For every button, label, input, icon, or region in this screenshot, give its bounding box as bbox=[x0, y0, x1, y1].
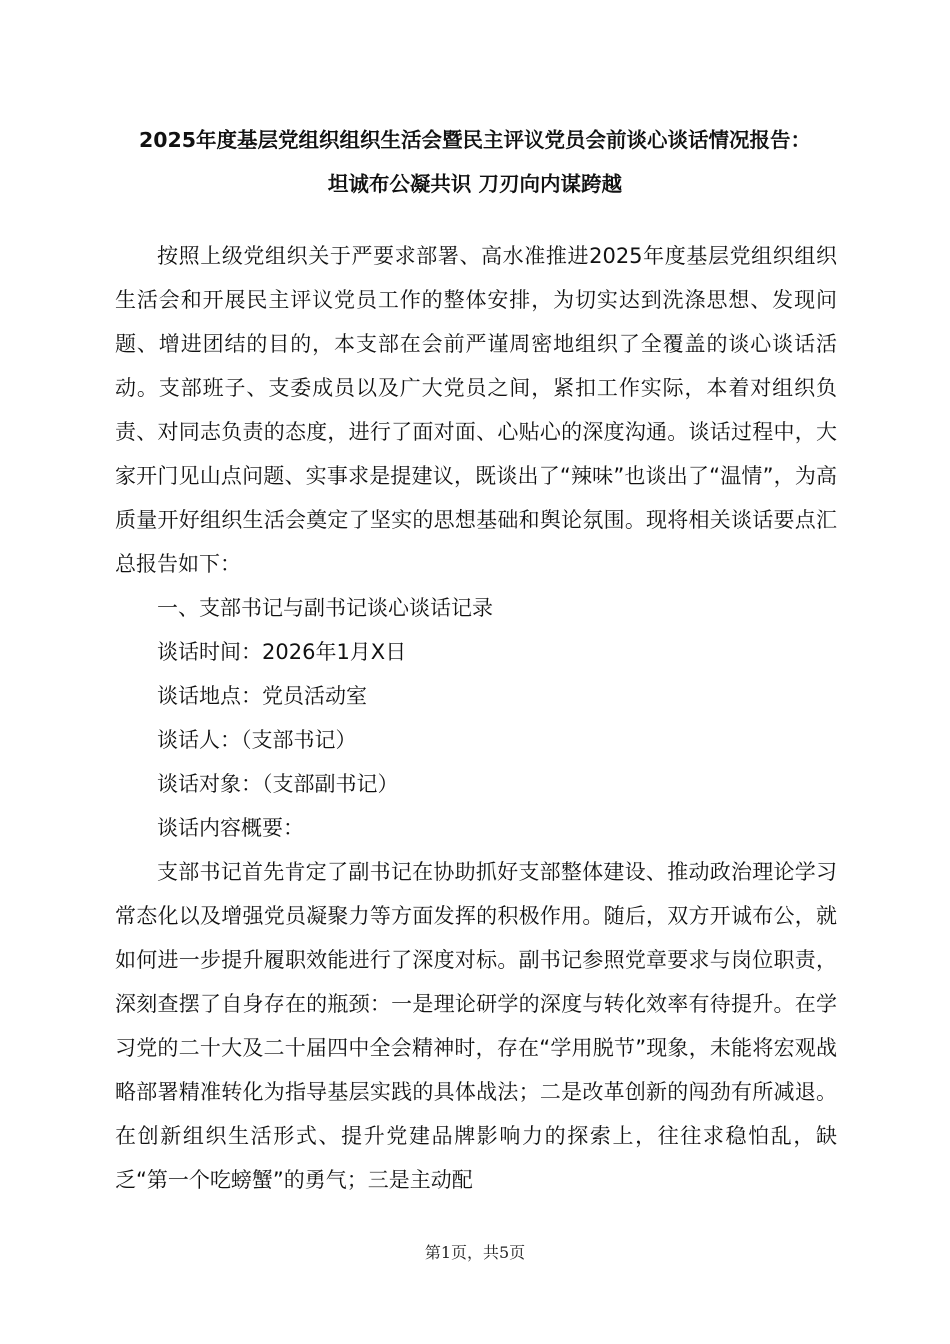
document-body bbox=[115, 234, 837, 1202]
talk-summary-label: 谈话内容概要： bbox=[157, 816, 304, 840]
section-heading: 一、支部书记与副书记谈心谈话记录 bbox=[157, 596, 493, 620]
talk-target: 谈话对象：（支部副书记） bbox=[157, 772, 399, 796]
intro-paragraph: 按照上级党组织关于严要求部署、高水准推进2025年度基层党组织组织生活会和开展民主评议党员工作的整体安排，为切实达到洗涤思想、发现问题、增进团结的目的，本支部在会前严谨周密地组织了全覆盖的谈心谈话活动。支部班子、支委成员以及广大党员之间，紧扣工作实际，本着对组织负责、对同志负责的态度，进行了面对面、心贴心的深度沟通。谈话过程中，大家开门见山点问题、实事求是提建议，既谈出了“辣味”也谈出了“温情”，为高质量开好组织生活会奠定了坚实的思想基础和舆论氛围。现将相关谈话要点汇总报告如下： bbox=[115, 244, 837, 576]
summary-paragraph: 支部书记首先肯定了副书记在协助抓好支部整体建设、推动政治理论学习常态化以及增强党员凝聚力等方面发挥的积极作用。随后，双方开诚布公，就如何进一步提升履职效能进行了深度对标。副书记参照党章要求与岗位职责，深刻查摆了自身存在的瓶颈：一是理论研学的深度与转化效率有待提升。在学习党的二十大及二十届四中全会精神时，存在“学用脱节”现象，未能将宏观战略部署精准转化为指导基层实践的具体战法；二是改革创新的闯劲有所减退。在创新组织生活形式、提升党建品牌影响力的探索上，往往求稳怕乱，缺乏“第一个吃螃蟹”的勇气；三是主动配 bbox=[115, 860, 837, 1192]
document-title-line-2: 坦诚布公凝共识 刀刃向内谋跨越 bbox=[327, 172, 623, 196]
talk-time: 谈话时间：2026年1月X日 bbox=[157, 640, 407, 664]
page-number-footer: 第1页，共5页 bbox=[424, 1243, 526, 1262]
document-title-line-1: 2025年度基层党组织组织生活会暨民主评议党员会前谈心谈话情况报告： bbox=[138, 128, 812, 152]
talk-location: 谈话地点：党员活动室 bbox=[157, 684, 367, 708]
talk-speaker: 谈话人：（支部书记） bbox=[157, 728, 357, 752]
